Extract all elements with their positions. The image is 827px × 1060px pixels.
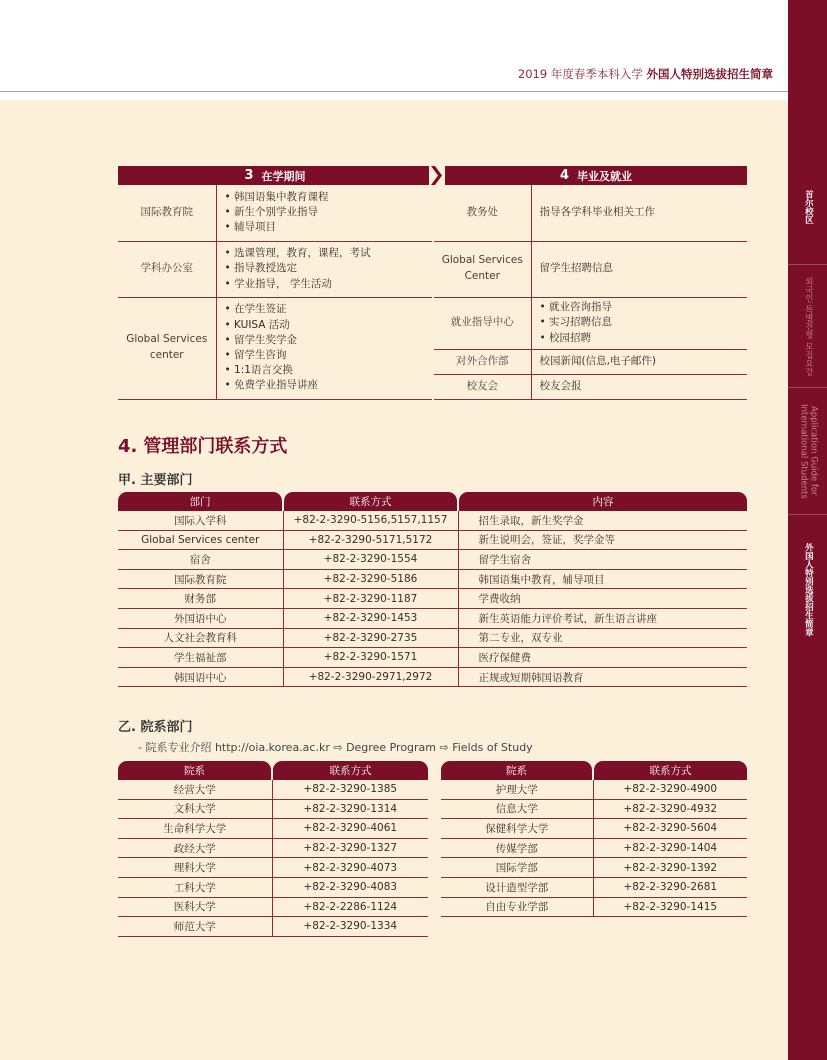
row-content (216, 185, 432, 241)
table-cell: 师范大学 (118, 917, 272, 937)
table-cell: 理科大学 (118, 858, 272, 878)
table-cell: +82-2-3290-1404 (593, 838, 747, 858)
section4-table (434, 185, 747, 400)
section-heading-number: 4. (118, 436, 138, 457)
table-cell: +82-2-3290-4083 (272, 877, 428, 897)
column-header: 院系 (441, 761, 592, 780)
row-content: 留学生招聘信息 (531, 241, 747, 297)
table-cell: +82-2-3290-2735 (283, 628, 458, 648)
sidebar-tab-label: Application Guide for International Students (798, 403, 819, 499)
table-cell: +82-2-3290-1334 (272, 917, 428, 937)
table-cell: 留学生宿舍 (458, 550, 747, 570)
column-header: 内容 (459, 492, 747, 511)
table-row (434, 297, 747, 349)
table-row (118, 897, 428, 917)
list-item: • 1:1语言交换 (224, 364, 293, 377)
section-heading (118, 432, 287, 458)
row-label (434, 241, 531, 297)
table-row (441, 780, 747, 799)
sidebar-tab-korean-guide[interactable] (788, 265, 827, 388)
college-left-header (118, 761, 428, 780)
sidebar-tab-label: 外国人特别选拔招生简章 (803, 543, 814, 637)
column-header: 联系方式 (273, 761, 428, 780)
table-cell: +82-2-3290-1392 (593, 858, 747, 878)
table-cell: +82-2-3290-1314 (272, 799, 428, 819)
table-cell: 自由专业学部 (441, 897, 593, 917)
table-row (118, 838, 428, 858)
table-row (434, 241, 747, 297)
table-cell: +82-2-3290-1385 (272, 780, 428, 799)
list-item: • KUISA 活动 (224, 318, 290, 331)
table-cell: 新生说明会，签证，奖学金等 (458, 530, 747, 550)
table-cell: +82-2-3290-4932 (593, 799, 747, 819)
row-label: 学科办公室 (118, 241, 216, 297)
sidebar-tab-chinese-guide[interactable] (788, 515, 827, 665)
table-row (441, 897, 747, 917)
table-row (118, 185, 432, 241)
main-dept-table (118, 511, 747, 687)
table-row (434, 374, 747, 399)
college-right-header (441, 761, 747, 780)
row-content (531, 297, 747, 349)
sidebar-tab-label: 首尔校区 (803, 190, 814, 224)
chevron-right-icon (429, 166, 445, 185)
table-cell: +82-2-3290-1571 (283, 648, 458, 668)
row-label: 就业指导中心 (434, 297, 531, 349)
list-item: • 校园招聘 (539, 331, 592, 344)
sidebar-tab-seoul-campus[interactable] (788, 150, 827, 265)
sidebar (788, 0, 827, 1060)
table-row (118, 877, 428, 897)
list-item: • 学业指导， 学生活动 (224, 277, 332, 290)
row-label: 校友会 (434, 374, 531, 399)
table-cell: 韩国语中心 (118, 667, 283, 687)
table-cell: 政经大学 (118, 838, 272, 858)
row-content (216, 297, 432, 399)
sidebar-tab-english-guide[interactable] (788, 388, 827, 515)
table-cell: 宿舍 (118, 550, 283, 570)
main-dept-header (118, 492, 747, 511)
list-item: • 免费学业指导讲座 (224, 379, 319, 392)
section-heading-title: 管理部门联系方式 (143, 436, 288, 457)
row-label: 对外合作部 (434, 349, 531, 374)
table-cell: +82-2-2286-1124 (272, 897, 428, 917)
row-label: 教务处 (434, 185, 531, 241)
table-cell: 新生英语能力评价考试，新生语言讲座 (458, 608, 747, 628)
header-divider (0, 91, 788, 92)
college-note: - 院系专业介绍 http://oia.korea.ac.kr ⇨ Degree Program ⇨ Fields of Study (138, 741, 533, 754)
list-item: • 在学生签证 (224, 303, 287, 316)
table-cell: +82-2-3290-4073 (272, 858, 428, 878)
row-label (118, 297, 216, 399)
table-cell: Global Services center (118, 530, 283, 550)
page-header-area (0, 0, 788, 100)
table-cell: +82-2-3290-2971,2972 (283, 667, 458, 687)
table-cell: 国际入学科 (118, 511, 283, 530)
table-cell: 人文社会教育科 (118, 628, 283, 648)
table-cell: 正规或短期韩国语教育 (458, 667, 747, 687)
row-content: 指导各学科毕业相关工作 (531, 185, 747, 241)
table-row (434, 349, 747, 374)
list-item: • 韩国语集中教育课程 (224, 190, 329, 203)
table-row (118, 511, 747, 530)
table-row (118, 799, 428, 819)
table-row (118, 297, 432, 399)
table-cell: +82-2-3290-1554 (283, 550, 458, 570)
table-row (118, 648, 747, 668)
table-row (118, 550, 747, 570)
table-row (434, 185, 747, 241)
list-item: • 就业咨询指导 (539, 301, 613, 314)
table-cell: +82-2-3290-1327 (272, 838, 428, 858)
table-row (118, 241, 432, 297)
table-row (118, 569, 747, 589)
table-cell: +82-2-3290-5171,5172 (283, 530, 458, 550)
table-cell: 财务部 (118, 589, 283, 609)
main-dept-subtitle: 甲. 主要部门 (118, 473, 193, 488)
college-right-table (441, 780, 747, 917)
list-item: • 新生个别学业指导 (224, 206, 319, 219)
table-cell: 医疗保健费 (458, 648, 747, 668)
table-cell: +82-2-3290-4900 (593, 780, 747, 799)
table-row (441, 838, 747, 858)
row-label: 国际教育院 (118, 185, 216, 241)
table-cell: 信息大学 (441, 799, 593, 819)
table-cell: 第二专业，双专业 (458, 628, 747, 648)
row-label-text: Global Services center (126, 333, 208, 361)
column-header: 院系 (118, 761, 271, 780)
header-title: 外国人特别选拔招生简章 (646, 67, 773, 81)
table-cell: 韩国语集中教育，辅导项目 (458, 569, 747, 589)
table-row (118, 530, 747, 550)
list-item: • 留学生咨询 (224, 349, 287, 361)
table-cell: +82-2-3290-1453 (283, 608, 458, 628)
table-cell: 保健科学大学 (441, 819, 593, 839)
table-cell: 国际学部 (441, 858, 593, 878)
table-row (441, 819, 747, 839)
table-cell: 传媒学部 (441, 838, 593, 858)
table-cell: +82-2-3290-4061 (272, 819, 428, 839)
section3-title: 在学期间 (261, 169, 306, 183)
section4-header (445, 166, 747, 185)
table-cell: 国际教育院 (118, 569, 283, 589)
table-cell: 护理大学 (441, 780, 593, 799)
table-cell: 生命科学大学 (118, 819, 272, 839)
table-cell: 招生录取，新生奖学金 (458, 511, 747, 530)
table-cell: 设计造型学部 (441, 877, 593, 897)
column-header: 联系方式 (284, 492, 457, 511)
header-prefix: 2019 年度春季本科入学 (517, 67, 643, 81)
table-cell: 医科大学 (118, 897, 272, 917)
table-row (118, 917, 428, 937)
list-item: • 选课管理，教育，课程，考试 (224, 247, 371, 260)
table-cell: 文科大学 (118, 799, 272, 819)
row-content: 校园新闻(信息,电子邮件) (531, 349, 747, 374)
table-row (441, 858, 747, 878)
table-cell: +82-2-3290-2681 (593, 877, 747, 897)
table-cell: +82-2-3290-1187 (283, 589, 458, 609)
table-cell: 外国语中心 (118, 608, 283, 628)
table-row (118, 780, 428, 799)
table-cell: +82-2-3290-1415 (593, 897, 747, 917)
table-row (118, 819, 428, 839)
row-content (216, 241, 432, 297)
section3-header (118, 166, 432, 185)
college-left-table (118, 780, 428, 937)
page-header-title (518, 66, 773, 82)
table-cell: 学费收纳 (458, 589, 747, 609)
section3-table (118, 185, 432, 400)
table-cell: +82-2-3290-5604 (593, 819, 747, 839)
list-item: • 辅导项目 (224, 221, 277, 234)
table-row (441, 799, 747, 819)
list-item: • 指导教授选定 (224, 262, 298, 275)
table-row (118, 858, 428, 878)
section3-number: 3 (244, 168, 254, 183)
table-cell: 学生福祉部 (118, 648, 283, 668)
table-row (118, 667, 747, 687)
table-cell: +82-2-3290-5186 (283, 569, 458, 589)
row-content: 校友会报 (531, 374, 747, 399)
list-item: • 留学生奖学金 (224, 333, 298, 346)
section4-title: 毕业及就业 (577, 169, 633, 183)
sidebar-tab-label: 외국인 특별전형 모집요강 (803, 276, 814, 376)
row-label-text: Global Services Center (441, 254, 523, 282)
list-item: • 实习招聘信息 (539, 316, 613, 329)
college-subtitle: 乙. 院系部门 (118, 720, 193, 735)
table-cell: 经营大学 (118, 780, 272, 799)
section4-number: 4 (559, 168, 570, 183)
table-row (118, 608, 747, 628)
table-row (118, 589, 747, 609)
table-row (118, 628, 747, 648)
table-cell: 工科大学 (118, 877, 272, 897)
table-cell: +82-2-3290-5156,5157,1157 (283, 511, 458, 530)
table-row (441, 877, 747, 897)
column-header: 部门 (118, 492, 282, 511)
column-header: 联系方式 (594, 761, 747, 780)
